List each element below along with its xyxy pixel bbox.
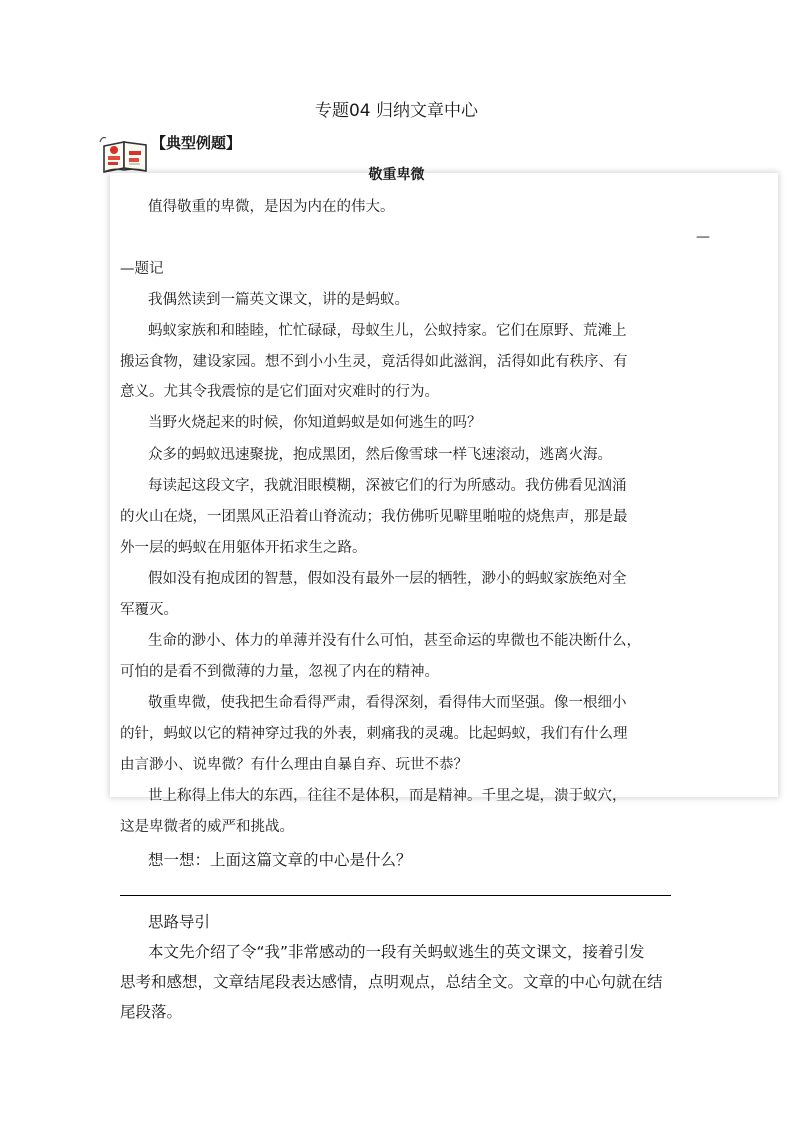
article-line: 生命的渺小、体力的单薄并没有什么可怕，甚至命运的卑微也不能决断什么，: [148, 633, 641, 649]
article-title: 敬重卑微: [368, 167, 425, 183]
article-line: 这是卑微者的威严和挑战。: [120, 819, 294, 835]
guide-heading: 思路导引: [148, 913, 211, 931]
article-line: 由言渺小、说卑微？有什么理由自暴自弃、玩世不恭？: [120, 757, 468, 773]
page-title: 专题04 归纳文章中心: [314, 101, 479, 121]
epigraph-dash: —: [696, 229, 710, 245]
article-line: 的针，蚂蚁以它的精神穿过我的外表，刺痛我的灵魂。比起蚂蚁，我们有什么理: [120, 726, 628, 742]
question: 想一想：上面这篇文章的中心是什么？: [148, 851, 412, 869]
article-line: 可怕的是看不到微薄的力量，忽视了内在的精神。: [120, 664, 439, 680]
guide-line: 思考和感想，文章结尾段表达感情，点明观点，总结全文。文章的中心句就在结: [120, 973, 663, 991]
article-line: 每读起这段文字，我就泪眼模糊，深被它们的行为所感动。我仿佛看见汹涌: [148, 478, 627, 494]
article-line: 世上称得上伟大的东西，往往不是体积，而是精神。千里之堤，溃于蚁穴，: [148, 788, 627, 804]
article-line: 我偶然读到一篇英文课文，讲的是蚂蚁。: [148, 292, 409, 308]
epigraph-source: —题记: [120, 261, 164, 277]
article-line: 的火山在烧，一团黑风正沿着山脊流动；我仿佛听见噼里啪啦的烧焦声，那是最: [120, 509, 628, 525]
article-line: 敬重卑微，使我把生命看得严肃，看得深刻，看得伟大而坚强。像一根细小: [148, 695, 627, 711]
article-line: 假如没有抱成团的智慧，假如没有最外一层的牺牲，渺小的蚂蚁家族绝对全: [148, 571, 627, 587]
article-line: 外一层的蚂蚁在用躯体开拓求生之路。: [120, 540, 367, 556]
article-line: 搬运食物，建设家园。想不到小小生灵，竟活得如此滋润，活得如此有秩序、有: [120, 354, 628, 370]
article-line: 军覆灭。: [120, 602, 178, 618]
article-line: 蚂蚁家族和和睦睦，忙忙碌碌，母蚁生儿，公蚁持家。它们在原野、荒滩上: [148, 323, 627, 339]
section-label: 【典型例题】: [151, 134, 242, 152]
guide-line: 本文先介绍了令“我”非常感动的一段有关蚂蚁逃生的英文课文，接着引发: [148, 943, 645, 961]
article-line: 众多的蚂蚁迅速聚拢，抱成黑团，然后像雪球一样飞速滚动，逃离火海。: [148, 447, 612, 463]
guide-line: 尾段落。: [120, 1003, 183, 1021]
article-epigraph: 值得敬重的卑微，是因为内在的伟大。: [148, 199, 395, 215]
article-line: 当野火烧起来的时候，你知道蚂蚁是如何逃生的吗？: [148, 415, 482, 431]
answer-line: [120, 895, 671, 896]
article-line: 意义。尤其令我震惊的是它们面对灾难时的行为。: [120, 384, 439, 400]
